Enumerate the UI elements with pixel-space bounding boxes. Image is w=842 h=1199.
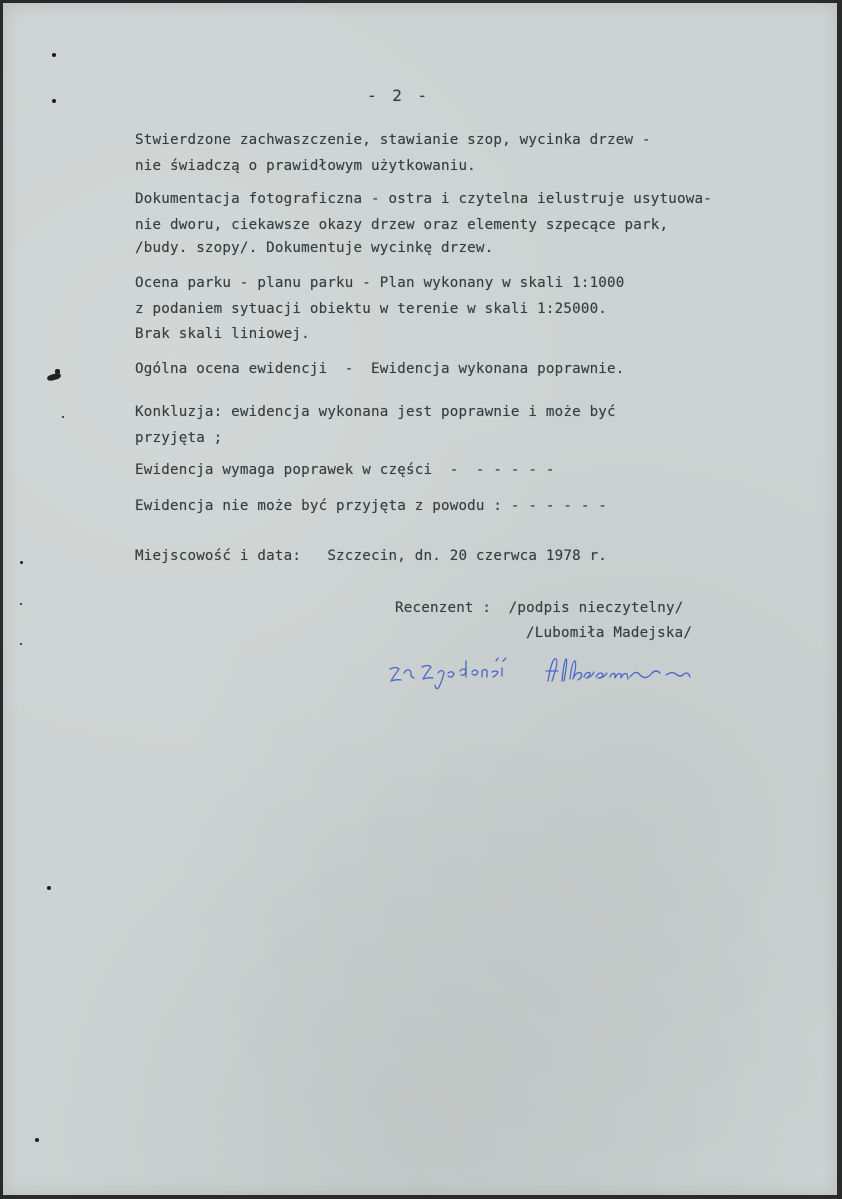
place-and-date: Miejscowość i data: Szczecin, dn. 20 czerwca 1978 r. bbox=[135, 548, 608, 564]
binding-mark bbox=[52, 53, 56, 57]
handwritten-signature bbox=[386, 651, 731, 693]
general-assessment: Ogólna ocena ewidencji - Ewidencja wykonana poprawnie. bbox=[135, 361, 625, 377]
ink-speck bbox=[46, 372, 61, 381]
corrections-line: Ewidencja wymaga poprawek w części - - - - - - bbox=[135, 462, 555, 478]
paragraph-weeds-line-2: nie świadczą o prawidłowym użytkowaniu. bbox=[135, 158, 476, 174]
binding-mark bbox=[20, 643, 22, 645]
ink-speck bbox=[55, 369, 60, 374]
page-number: - 2 - bbox=[367, 86, 431, 105]
paragraph-weeds-line-1: Stwierdzone zachwaszczenie, stawianie szop, wycinka drzew - bbox=[135, 132, 651, 148]
document-page bbox=[3, 3, 837, 1195]
paragraph-photo-line-3: /budy. szopy/. Dokumentuje wycinkę drzew. bbox=[135, 240, 494, 256]
binding-mark bbox=[20, 561, 23, 564]
conclusion-line-2: przyjęta ; bbox=[135, 430, 223, 446]
binding-mark bbox=[35, 1138, 39, 1142]
binding-mark bbox=[52, 99, 56, 103]
paragraph-photo-line-2: nie dworu, ciekawsze okazy drzew oraz elementy szpecące park, bbox=[135, 217, 669, 233]
binding-mark bbox=[62, 416, 64, 418]
paragraph-plan-line-1: Ocena parku - planu parku - Plan wykonany w skali 1:1000 bbox=[135, 275, 625, 291]
rejection-line: Ewidencja nie może być przyjęta z powodu : - - - - - - bbox=[135, 498, 608, 514]
conclusion-line-1: Konkluzja: ewidencja wykonana jest poprawnie i może być bbox=[135, 404, 616, 420]
paragraph-photo-line-1: Dokumentacja fotograficzna - ostra i czytelna ielustruje usytuowa- bbox=[135, 191, 712, 207]
binding-mark bbox=[47, 886, 51, 890]
paragraph-plan-line-3: Brak skali liniowej. bbox=[135, 326, 310, 342]
reviewer-name: /Lubomiła Madejska/ bbox=[526, 625, 693, 641]
binding-mark bbox=[20, 603, 22, 605]
paragraph-plan-line-2: z podaniem sytuacji obiektu w terenie w skali 1:25000. bbox=[135, 301, 608, 317]
reviewer-line: Recenzent : /podpis nieczytelny/ bbox=[395, 600, 684, 616]
